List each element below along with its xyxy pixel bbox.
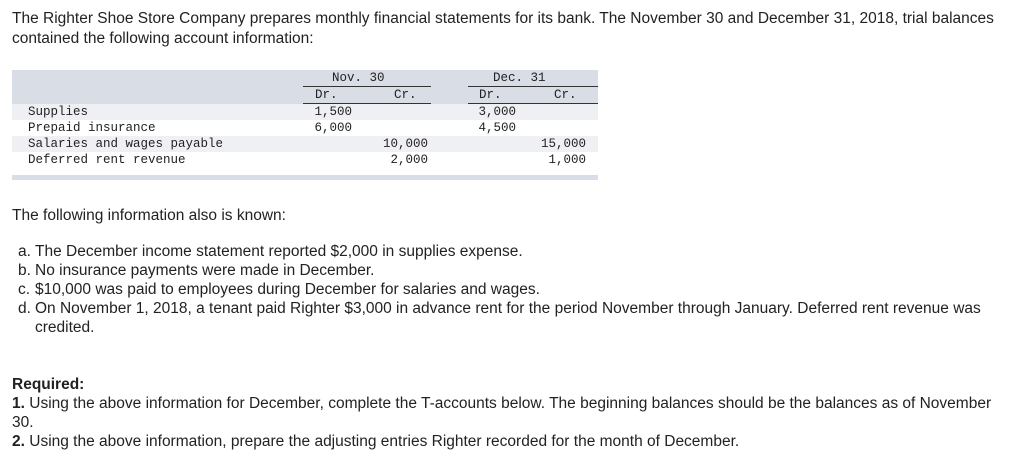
required-section <box>12 375 1012 451</box>
prepaid-insurance-nov-dr: 6,000 <box>314 121 352 135</box>
trial-balance-table <box>12 70 598 180</box>
item-text: The December income statement reported $2,000 in supplies expense. <box>35 243 523 260</box>
prepaid-insurance-dec-dr: 4,500 <box>478 121 516 135</box>
account-supplies: Supplies <box>28 105 89 119</box>
item-text: On November 1, 2018, a tenant paid Righter $3,000 in advance rent for the period November through January. Deferred rent revenue was credited. <box>35 300 981 336</box>
item-text: $10,000 was paid to employees during December for salaries and wages. <box>35 281 540 298</box>
salaries-payable-nov-cr: 10,000 <box>382 137 428 151</box>
item-letter: d. <box>18 300 31 317</box>
header-nov-30: Nov. 30 <box>332 71 385 85</box>
item-letter: a. <box>18 243 31 260</box>
table-footer-band <box>12 175 598 180</box>
item-letter: c. <box>18 281 31 298</box>
list-item <box>18 242 1008 261</box>
header-nov-cr: Cr. <box>394 88 417 102</box>
intro-paragraph: The Righter Shoe Store Company prepares monthly financial statements for its bank. The November 30 and December 31, 2018, trial balances contained the following account information: <box>12 10 994 47</box>
account-deferred-rent-revenue: Deferred rent revenue <box>28 153 186 167</box>
deferred-rent-dec-cr: 1,000 <box>548 153 586 167</box>
requirement-number: 1. <box>12 395 25 412</box>
known-heading: The following information also is known: <box>12 207 286 224</box>
requirement-1 <box>12 394 1012 432</box>
supplies-nov-dr: 1,500 <box>314 105 352 119</box>
account-salaries-wages-payable: Salaries and wages payable <box>28 137 224 151</box>
header-dec-cr: Cr. <box>554 88 577 102</box>
header-nov-dr: Dr. <box>315 88 338 102</box>
account-prepaid-insurance: Prepaid insurance <box>28 121 156 135</box>
item-text: No insurance payments were made in December. <box>35 262 375 279</box>
header-dec-dr: Dr. <box>479 88 502 102</box>
known-info-list <box>18 242 1008 337</box>
requirement-text: Using the above information, prepare the adjusting entries Righter recorded for the month of December. <box>24 433 740 450</box>
item-letter: b. <box>18 262 31 279</box>
list-item <box>18 261 1008 280</box>
list-item <box>18 299 1008 337</box>
required-heading: Required: <box>12 376 85 393</box>
list-item <box>18 280 1008 299</box>
deferred-rent-nov-cr: 2,000 <box>390 153 428 167</box>
supplies-dec-dr: 3,000 <box>478 105 516 119</box>
requirement-2 <box>12 432 1012 451</box>
header-dec-31: Dec. 31 <box>493 71 546 85</box>
requirement-text: Using the above information for December, complete the T-accounts below. The beginning balances should be the balances as of November 30. <box>12 395 992 431</box>
requirement-number: 2. <box>12 433 25 450</box>
salaries-payable-dec-cr: 15,000 <box>540 137 586 151</box>
